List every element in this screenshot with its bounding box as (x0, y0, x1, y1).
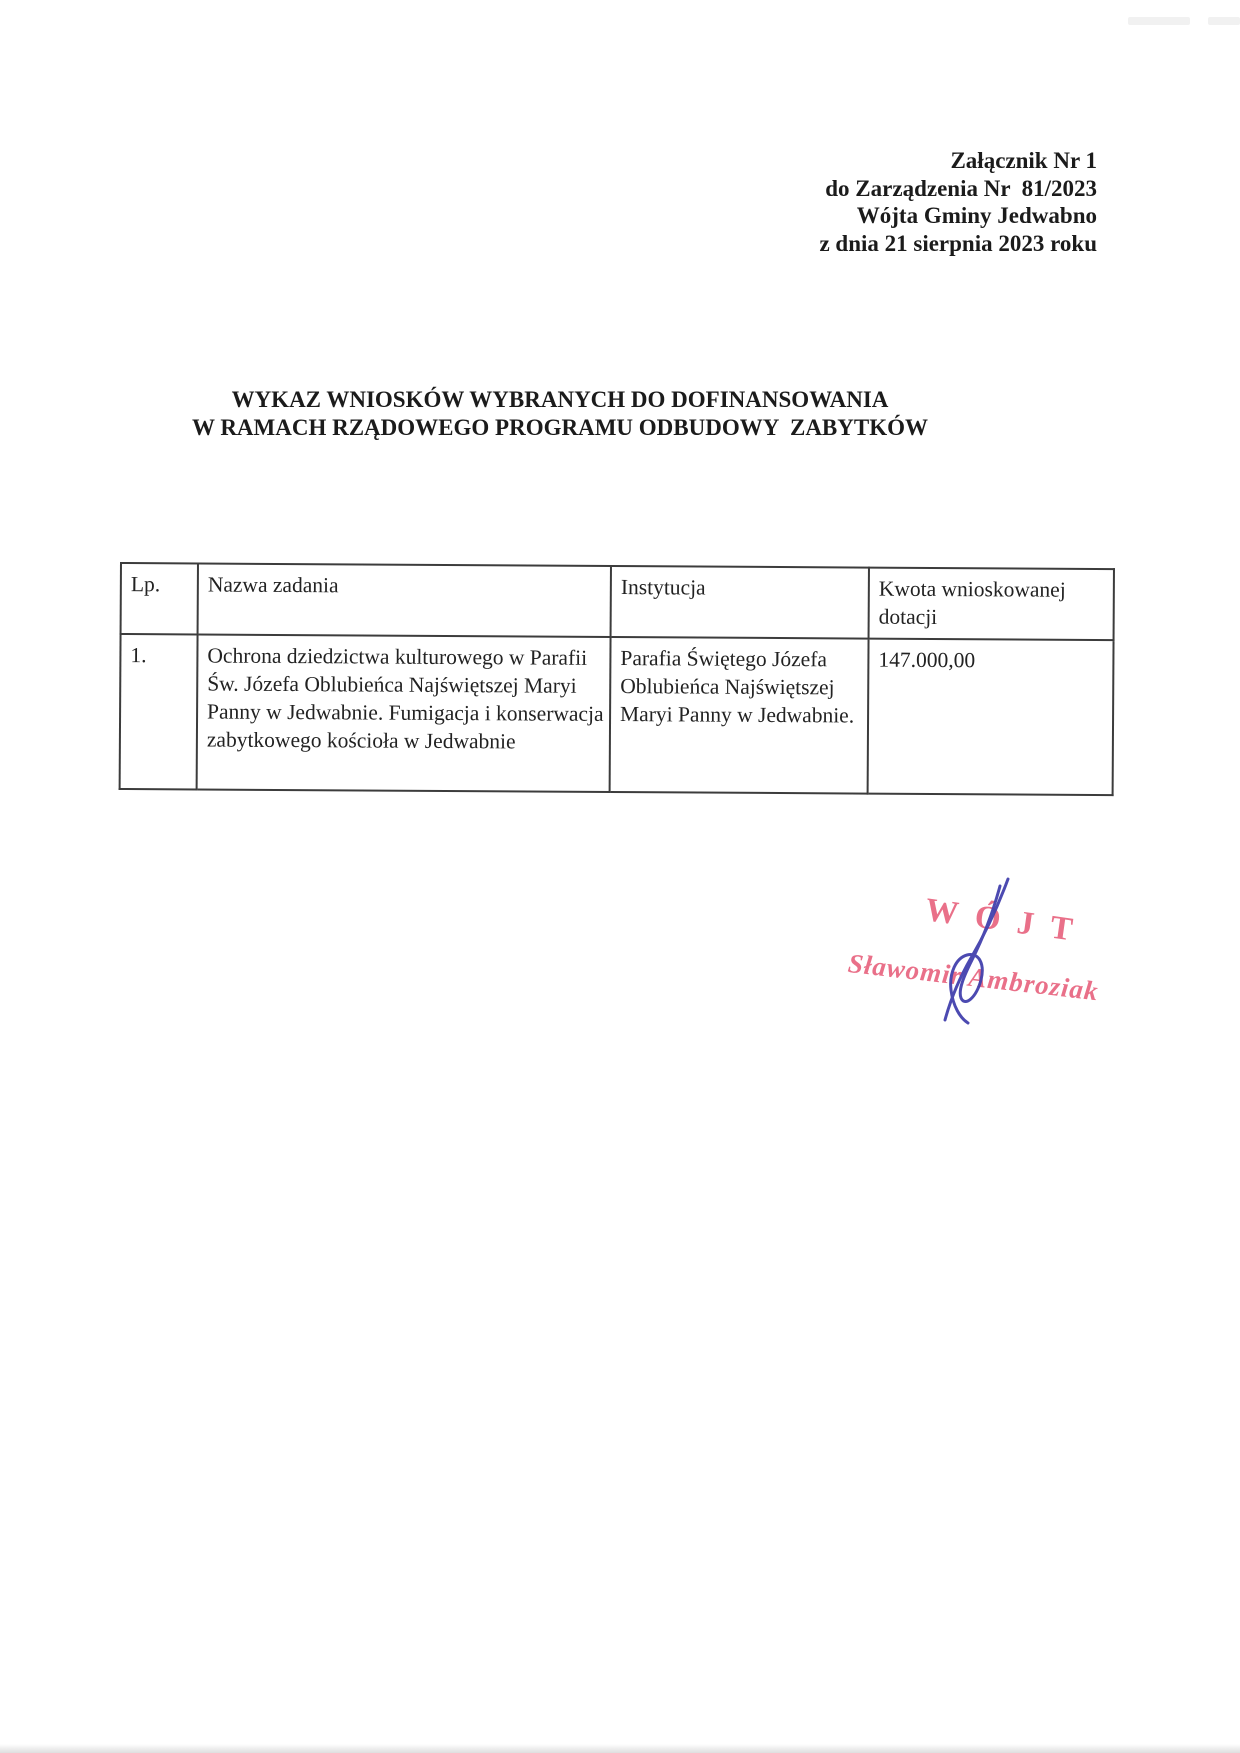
cell-instytucja: Parafia Świętego Józefa Oblubieńca Najświętszej Maryi Panny w Jedwabnie. (610, 637, 869, 794)
column-header-kwota: Kwota wnioskowanej dotacji (869, 568, 1114, 640)
column-header-instytucja: Instytucja (611, 566, 869, 639)
attachment-note-line: Załącznik Nr 1 (950, 148, 1097, 173)
document-title-line1: WYKAZ WNIOSKÓW WYBRANYCH DO DOFINANSOWANIA (231, 387, 889, 412)
document-title (160, 386, 960, 442)
mayor-stamp-title: WÓJT (922, 892, 1092, 951)
scan-artifact (1128, 17, 1190, 25)
cell-kwota: 147.000,00 (868, 639, 1114, 795)
attachment-note (819, 147, 1097, 257)
table-row (120, 634, 1114, 795)
table-header-row (121, 563, 1114, 640)
grants-table (119, 562, 1115, 796)
column-header-lp: Lp. (121, 563, 198, 634)
scan-bottom-edge (0, 1744, 1240, 1753)
attachment-note-line: Wójta Gminy Jedwabno (856, 203, 1097, 228)
cell-nazwa-zadania: Ochrona dziedzictwa kulturowego w Parafii Św. Józefa Oblubieńca Najświętszej Maryi Panny w Jedwabnie. Fumigacja i konserwacja zabytkowego kościoła w Jedwabnie (197, 634, 611, 792)
mayor-stamp-name: Sławomir Ambroziak (846, 948, 1101, 1007)
scan-artifact (1208, 17, 1240, 25)
cell-lp: 1. (120, 634, 198, 789)
attachment-note-line: do Zarządzenia Nr 81/2023 (825, 175, 1097, 201)
pen-signature (905, 876, 1025, 1026)
attachment-note-line: z dnia 21 sierpnia 2023 roku (819, 230, 1097, 256)
pen-signature-strokes (945, 879, 1008, 1023)
document-title-line2: W RAMACH RZĄDOWEGO PROGRAMU ODBUDOWY ZABYTKÓW (191, 415, 928, 440)
column-header-nazwa-zadania: Nazwa zadania (198, 563, 611, 637)
